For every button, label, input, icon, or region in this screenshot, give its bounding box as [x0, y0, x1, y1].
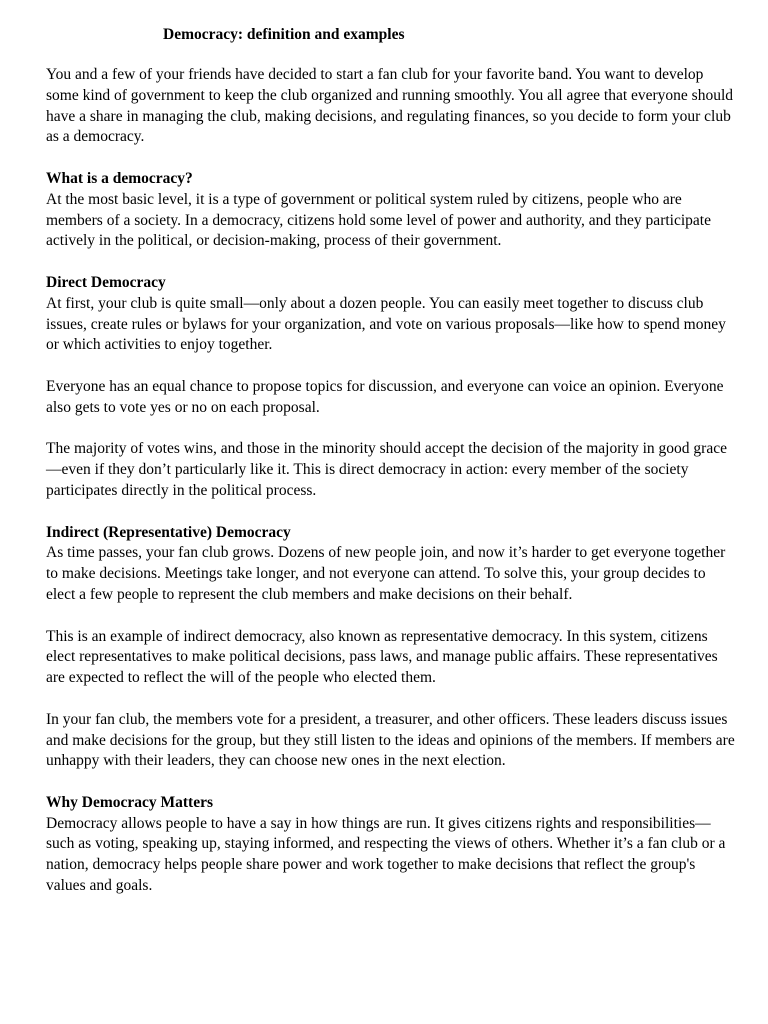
section-heading: What is a democracy?: [46, 169, 193, 187]
section-heading: Direct Democracy: [46, 273, 166, 291]
section-paragraph: At first, your club is quite small—only about a dozen people. You can easily meet together to discuss club issues, create rules or bylaws for your organization, and vote on various proposals—like how to spend money or which activities to enjoy together.: [46, 294, 726, 354]
section-indirect-democracy: [46, 523, 736, 773]
section-direct-democracy: [46, 273, 736, 502]
document-title: Democracy: definition and examples: [163, 26, 405, 43]
intro-paragraph: You and a few of your friends have decided to start a fan club for your favorite band. You want to develop some kind of government to keep the club organized and running smoothly. You all agree that everyone should have a share in managing the club, making decisions, and regulating finances, so you decide to form your club as a democracy.: [46, 66, 734, 146]
section-paragraph: In your fan club, the members vote for a president, a treasurer, and other officers. These leaders discuss issues and make decisions for the group, but they still listen to the ideas and opinions of the members. If members are unhappy with their leaders, they can choose new ones in the next election.: [46, 710, 735, 770]
section-heading: Indirect (Representative) Democracy: [46, 523, 291, 541]
section-paragraph: As time passes, your fan club grows. Dozens of new people join, and now it’s harder to get everyone together to make decisions. Meetings take longer, and not everyone can attend. To solve this, your group decides to elect a few people to represent the club members and make decisions on their behalf.: [46, 544, 726, 603]
section-why-democracy-matters: [46, 793, 736, 897]
section-paragraph: The majority of votes wins, and those in the minority should accept the decision of the majority in good grace—even if they don’t particularly like it. This is direct democracy in action: every member of the society participates directly in the political process.: [46, 440, 727, 499]
section-paragraph: Everyone has an equal chance to propose topics for discussion, and everyone can voice an opinion. Everyone also gets to vote yes or no on each proposal.: [46, 377, 724, 416]
section-heading: Why Democracy Matters: [46, 793, 213, 811]
document-body: [46, 65, 736, 918]
section-what-is-democracy: [46, 169, 736, 252]
section-paragraph: At the most basic level, it is a type of government or political system ruled by citizens, people who are members of a society. In a democracy, citizens hold some level of power and authority, and they participate actively in the political, or decision-making, process of their government.: [46, 190, 711, 250]
section-paragraph: Democracy allows people to have a say in how things are run. It gives citizens rights and responsibilities—such as voting, speaking up, staying informed, and respecting the views of others. Whether it’s a fan club or a nation, democracy helps people share power and work together to make decisions that reflect the group's values and goals.: [46, 814, 726, 895]
section-paragraph: This is an example of indirect democracy, also known as representative democracy. In this system, citizens elect representatives to make political decisions, pass laws, and manage public affairs. These representatives are expected to reflect the will of the people who elected them.: [46, 627, 718, 687]
